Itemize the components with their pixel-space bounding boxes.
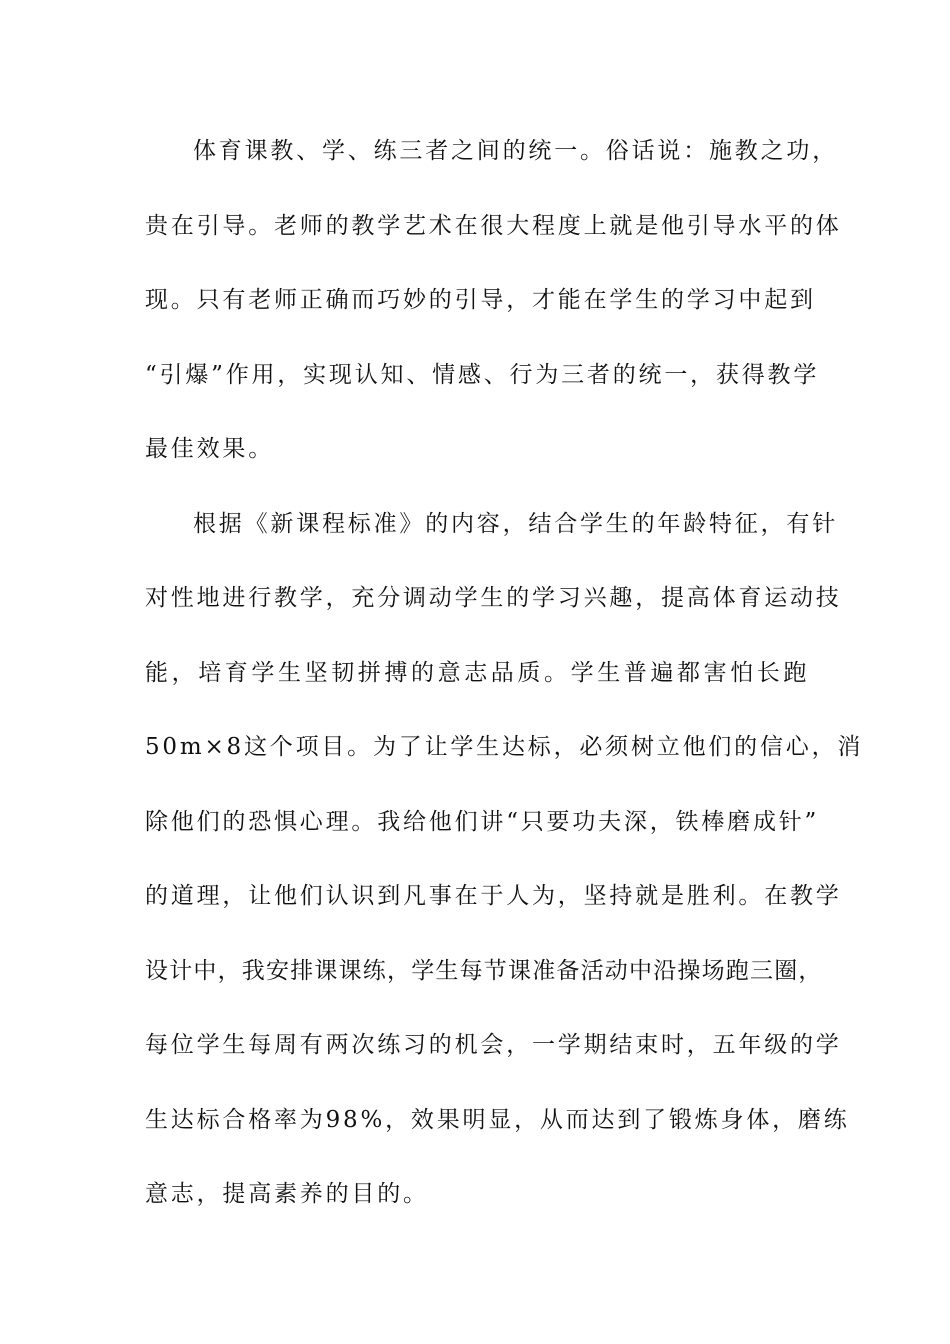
paragraph-1-line-4: “引爆”作用，实现认知、情感、行为三者的统一，获得教学 [145,361,820,388]
paragraph-2-line-7: 设计中，我安排课课练，学生每节课准备活动中沿操场跑三圈， [145,957,823,984]
paragraph-2-line-4: 50m×8这个项目。为了让学生达标，必须树立他们的信心，消 [145,734,864,760]
paragraph-2-line-9: 生达标合格率为98%，效果明显，从而达到了锻炼身体，磨练 [145,1106,850,1133]
paragraph-2-line-1: 根据《新课程标准》的内容，结合学生的年龄特征，有针 [193,510,838,537]
paragraph-2-line-2: 对性地进行教学，充分调动学生的学习兴趣，提高体育运动技 [145,585,842,611]
paragraph-1-line-1: 体育课教、学、练三者之间的统一。俗话说：施教之功， [193,138,838,164]
paragraph-2-line-10: 意志，提高素养的目的。 [145,1181,429,1207]
paragraph-1-line-5: 最佳效果。 [145,436,274,462]
paragraph-1-line-2: 贵在引导。老师的教学艺术在很大程度上就是他引导水平的体 [145,212,842,239]
paragraph-2-line-3: 能，培育学生坚韧拼搏的意志品质。学生普遍都害怕长跑 [145,659,810,686]
paragraph-2-line-5: 除他们的恐惧心理。我给他们讲“只要功夫深，铁棒磨成针” [145,808,820,835]
document-body [145,128,864,1246]
paragraph-2-line-8: 每位学生每周有两次练习的机会，一学期结束时，五年级的学 [145,1032,842,1058]
paragraph-2-line-6: 的道理，让他们认识到凡事在于人为，坚持就是胜利。在教学 [145,883,842,909]
paragraph-1-line-3: 现。只有老师正确而巧妙的引导，才能在学生的学习中起到 [145,287,816,313]
